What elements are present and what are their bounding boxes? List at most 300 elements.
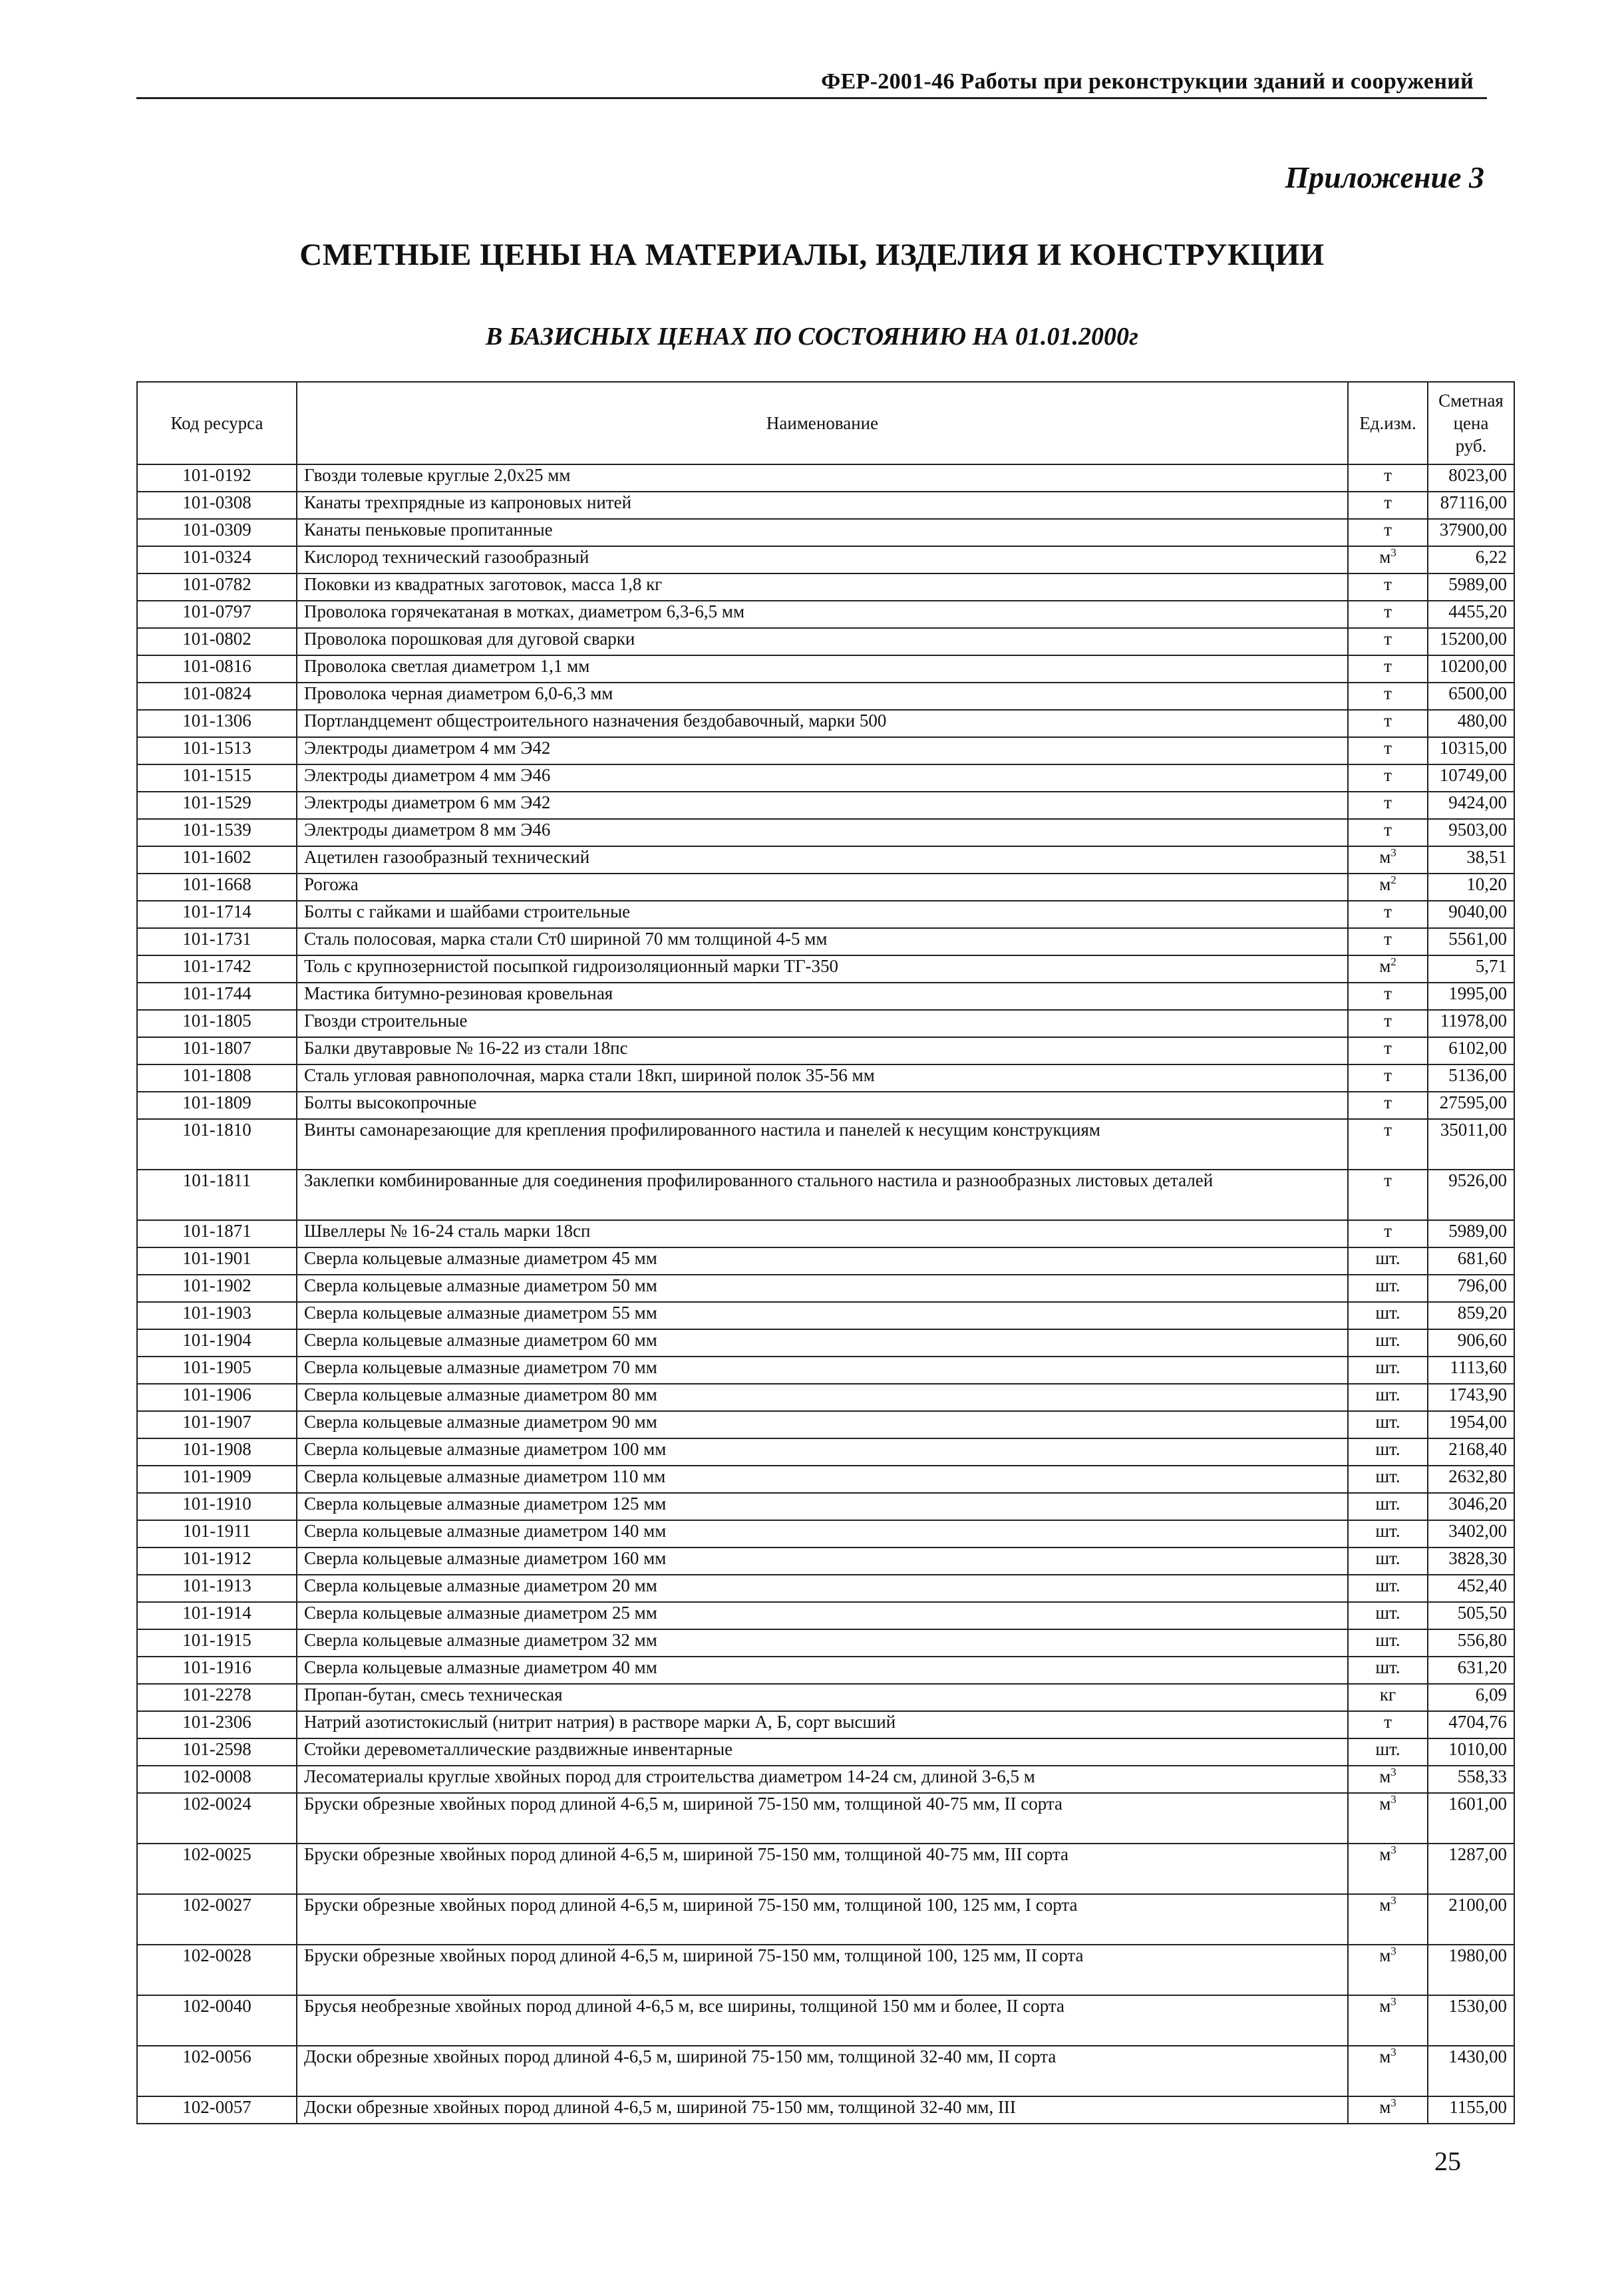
resource-name-cell: Пропан-бутан, смесь техническая <box>297 1684 1348 1711</box>
unit-text: т <box>1384 1221 1392 1241</box>
unit-text: шт. <box>1375 1330 1400 1350</box>
unit-text: т <box>1384 901 1392 921</box>
unit-text: кг <box>1379 1685 1396 1704</box>
unit-text: т <box>1384 792 1392 812</box>
unit-exponent: 3 <box>1390 1844 1396 1856</box>
unit-cell <box>1348 1629 1428 1657</box>
price-table <box>136 381 1515 2124</box>
resource-name-cell: Гвозди строительные <box>297 1010 1348 1037</box>
table-row <box>137 492 1514 519</box>
price-cell: 5989,00 <box>1428 573 1514 601</box>
resource-code-cell: 101-1744 <box>137 983 297 1010</box>
unit-exponent: 3 <box>1390 1793 1396 1806</box>
unit-cell <box>1348 819 1428 846</box>
price-cell: 6102,00 <box>1428 1037 1514 1064</box>
unit-exponent: 3 <box>1390 1995 1396 2008</box>
resource-code-cell: 101-1906 <box>137 1384 297 1411</box>
price-cell: 2168,40 <box>1428 1438 1514 1466</box>
price-cell: 38,51 <box>1428 846 1514 874</box>
table-row <box>137 928 1514 955</box>
price-cell: 9503,00 <box>1428 819 1514 846</box>
unit-text: шт. <box>1375 1357 1400 1377</box>
unit-cell <box>1348 1844 1428 1894</box>
unit-cell <box>1348 492 1428 519</box>
table-row <box>137 1247 1514 1275</box>
unit-text: т <box>1384 574 1392 594</box>
table-row <box>137 1466 1514 1493</box>
unit-cell <box>1348 1275 1428 1302</box>
unit-cell <box>1348 2046 1428 2096</box>
resource-name-cell: Сверла кольцевые алмазные диаметром 25 мм <box>297 1602 1348 1629</box>
column-header-price <box>1428 382 1514 464</box>
resource-code-cell: 101-1904 <box>137 1329 297 1357</box>
table-row <box>137 1411 1514 1438</box>
table-row <box>137 1275 1514 1302</box>
price-cell: 27595,00 <box>1428 1092 1514 1119</box>
table-row <box>137 601 1514 628</box>
unit-exponent: 3 <box>1390 1945 1396 1957</box>
resource-code-cell: 101-0802 <box>137 628 297 655</box>
price-cell: 35011,00 <box>1428 1119 1514 1170</box>
unit-text: т <box>1384 929 1392 949</box>
resource-code-cell: 101-2306 <box>137 1711 297 1738</box>
unit-cell <box>1348 2096 1428 2124</box>
price-cell: 1155,00 <box>1428 2096 1514 2124</box>
price-cell: 15200,00 <box>1428 628 1514 655</box>
unit-text: шт. <box>1375 1439 1400 1459</box>
resource-code-cell: 101-1907 <box>137 1411 297 1438</box>
resource-code-cell: 101-1602 <box>137 846 297 874</box>
unit-cell <box>1348 1357 1428 1384</box>
appendix-label: Приложение 3 <box>1285 160 1484 194</box>
column-header-code: Код ресурса <box>137 382 297 464</box>
unit-text: м <box>1379 1766 1391 1786</box>
unit-text: шт. <box>1375 1275 1400 1295</box>
unit-text: т <box>1384 1170 1392 1190</box>
table-row <box>137 2046 1514 2096</box>
resource-code-cell: 101-1306 <box>137 710 297 737</box>
resource-code-cell: 101-1908 <box>137 1438 297 1466</box>
unit-cell <box>1348 546 1428 573</box>
unit-text: м <box>1379 547 1391 567</box>
unit-cell <box>1348 1602 1428 1629</box>
table-row <box>137 1995 1514 2046</box>
resource-name-cell: Сверла кольцевые алмазные диаметром 60 мм <box>297 1329 1348 1357</box>
resource-code-cell: 101-1871 <box>137 1220 297 1247</box>
page-number: 25 <box>1434 2146 1461 2176</box>
column-header-name: Наименование <box>297 382 1348 464</box>
unit-cell <box>1348 519 1428 546</box>
unit-cell <box>1348 955 1428 983</box>
unit-text: м <box>1379 1996 1391 2016</box>
resource-code-cell: 101-1539 <box>137 819 297 846</box>
unit-text: м <box>1379 1794 1391 1814</box>
unit-text: т <box>1384 683 1392 703</box>
unit-cell <box>1348 1037 1428 1064</box>
table-row <box>137 1119 1514 1170</box>
column-header-unit: Ед.изм. <box>1348 382 1428 464</box>
unit-cell <box>1348 1220 1428 1247</box>
resource-code-cell: 101-1912 <box>137 1547 297 1575</box>
resource-name-cell: Доски обрезные хвойных пород длиной 4-6,5 м, шириной 75-150 мм, толщиной 32-40 мм, II сорта <box>297 2046 1348 2096</box>
resource-code-cell: 101-1807 <box>137 1037 297 1064</box>
unit-cell <box>1348 464 1428 492</box>
table-row <box>137 1092 1514 1119</box>
unit-text: м <box>1379 1895 1391 1915</box>
table-row <box>137 1793 1514 1844</box>
price-cell: 87116,00 <box>1428 492 1514 519</box>
resource-code-cell: 101-1915 <box>137 1629 297 1657</box>
resource-name-cell: Электроды диаметром 4 мм Э42 <box>297 737 1348 764</box>
resource-name-cell: Сверла кольцевые алмазные диаметром 110 мм <box>297 1466 1348 1493</box>
price-cell: 452,40 <box>1428 1575 1514 1602</box>
unit-text: т <box>1384 765 1392 785</box>
unit-text: т <box>1384 1065 1392 1085</box>
resource-name-cell: Натрий азотистокислый (нитрит натрия) в растворе марки А, Б, сорт высший <box>297 1711 1348 1738</box>
resource-code-cell: 101-1809 <box>137 1092 297 1119</box>
resource-name-cell: Сверла кольцевые алмазные диаметром 50 мм <box>297 1275 1348 1302</box>
table-row <box>137 573 1514 601</box>
unit-cell <box>1348 573 1428 601</box>
price-cell: 1287,00 <box>1428 1844 1514 1894</box>
table-row <box>137 1010 1514 1037</box>
unit-text: т <box>1384 711 1392 730</box>
resource-name-cell: Сверла кольцевые алмазные диаметром 70 мм <box>297 1357 1348 1384</box>
resource-code-cell: 101-1916 <box>137 1657 297 1684</box>
price-cell: 10749,00 <box>1428 764 1514 792</box>
unit-cell <box>1348 1493 1428 1520</box>
resource-name-cell: Заклепки комбинированные для соединения профилированного стального настила и разнообразных листовых деталей <box>297 1170 1348 1220</box>
unit-cell <box>1348 655 1428 683</box>
resource-code-cell: 102-0025 <box>137 1844 297 1894</box>
unit-cell <box>1348 1520 1428 1547</box>
column-header-price-line3: руб. <box>1455 436 1487 456</box>
unit-text: шт. <box>1375 1384 1400 1404</box>
price-cell: 796,00 <box>1428 1275 1514 1302</box>
resource-code-cell: 101-1515 <box>137 764 297 792</box>
unit-cell <box>1348 1329 1428 1357</box>
price-cell: 2632,80 <box>1428 1466 1514 1493</box>
resource-name-cell: Сверла кольцевые алмазные диаметром 140 мм <box>297 1520 1348 1547</box>
unit-exponent: 3 <box>1390 2096 1396 2109</box>
resource-name-cell: Сверла кольцевые алмазные диаметром 55 мм <box>297 1302 1348 1329</box>
unit-exponent: 2 <box>1390 955 1396 968</box>
price-cell: 1010,00 <box>1428 1738 1514 1766</box>
table-row <box>137 1170 1514 1220</box>
resource-name-cell: Электроды диаметром 4 мм Э46 <box>297 764 1348 792</box>
unit-text: м <box>1379 1945 1391 1965</box>
price-cell: 5136,00 <box>1428 1064 1514 1092</box>
resource-code-cell: 101-1913 <box>137 1575 297 1602</box>
unit-cell <box>1348 737 1428 764</box>
price-cell: 8023,00 <box>1428 464 1514 492</box>
table-row <box>137 874 1514 901</box>
unit-text: шт. <box>1375 1630 1400 1650</box>
table-row <box>137 1493 1514 1520</box>
resource-code-cell: 101-2278 <box>137 1684 297 1711</box>
table-row <box>137 1629 1514 1657</box>
unit-text: м <box>1379 874 1391 894</box>
table-row <box>137 464 1514 492</box>
unit-text: шт. <box>1375 1248 1400 1268</box>
resource-name-cell: Бруски обрезные хвойных пород длиной 4-6,5 м, шириной 75-150 мм, толщиной 40-75 мм, III сорта <box>297 1844 1348 1894</box>
resource-code-cell: 101-1714 <box>137 901 297 928</box>
resource-name-cell: Проволока черная диаметром 6,0-6,3 мм <box>297 683 1348 710</box>
unit-text: т <box>1384 520 1392 540</box>
resource-name-cell: Сверла кольцевые алмазные диаметром 100 мм <box>297 1438 1348 1466</box>
resource-code-cell: 101-0309 <box>137 519 297 546</box>
unit-cell <box>1348 601 1428 628</box>
price-cell: 5,71 <box>1428 955 1514 983</box>
resource-code-cell: 102-0040 <box>137 1995 297 2046</box>
unit-text: шт. <box>1375 1575 1400 1595</box>
resource-name-cell: Сверла кольцевые алмазные диаметром 32 мм <box>297 1629 1348 1657</box>
resource-name-cell: Рогожа <box>297 874 1348 901</box>
table-row <box>137 1657 1514 1684</box>
resource-name-cell: Сверла кольцевые алмазные диаметром 45 мм <box>297 1247 1348 1275</box>
table-row <box>137 1738 1514 1766</box>
resource-name-cell: Электроды диаметром 8 мм Э46 <box>297 819 1348 846</box>
unit-cell <box>1348 1575 1428 1602</box>
resource-code-cell: 101-1901 <box>137 1247 297 1275</box>
resource-code-cell: 101-1808 <box>137 1064 297 1092</box>
price-cell: 1980,00 <box>1428 1945 1514 1995</box>
resource-name-cell: Балки двутавровые № 16-22 из стали 18пс <box>297 1037 1348 1064</box>
unit-cell <box>1348 1119 1428 1170</box>
table-row <box>137 710 1514 737</box>
unit-text: шт. <box>1375 1303 1400 1323</box>
resource-code-cell: 102-0008 <box>137 1766 297 1793</box>
unit-cell <box>1348 1547 1428 1575</box>
unit-cell <box>1348 1302 1428 1329</box>
resource-name-cell: Сталь полосовая, марка стали Ст0 шириной 70 мм толщиной 4-5 мм <box>297 928 1348 955</box>
table-row <box>137 1945 1514 1995</box>
table-row <box>137 1894 1514 1945</box>
unit-cell <box>1348 874 1428 901</box>
resource-code-cell: 101-0782 <box>137 573 297 601</box>
table-row <box>137 1711 1514 1738</box>
price-cell: 10315,00 <box>1428 737 1514 764</box>
unit-text: м <box>1379 2046 1391 2066</box>
unit-text: т <box>1384 820 1392 840</box>
resource-code-cell: 101-0816 <box>137 655 297 683</box>
unit-text: т <box>1384 1120 1392 1140</box>
unit-exponent: 3 <box>1390 546 1396 559</box>
unit-cell <box>1348 764 1428 792</box>
unit-cell <box>1348 1411 1428 1438</box>
table-row <box>137 628 1514 655</box>
resource-code-cell: 101-1731 <box>137 928 297 955</box>
price-cell: 5561,00 <box>1428 928 1514 955</box>
price-cell: 558,33 <box>1428 1766 1514 1793</box>
table-body <box>137 464 1514 2124</box>
unit-cell <box>1348 846 1428 874</box>
unit-cell <box>1348 1092 1428 1119</box>
resource-code-cell: 101-1902 <box>137 1275 297 1302</box>
price-cell: 631,20 <box>1428 1657 1514 1684</box>
price-cell: 2100,00 <box>1428 1894 1514 1945</box>
column-header-price-line2: цена <box>1453 413 1489 433</box>
unit-text: т <box>1384 1712 1392 1732</box>
table-row <box>137 792 1514 819</box>
resource-name-cell: Сверла кольцевые алмазные диаметром 80 мм <box>297 1384 1348 1411</box>
price-cell: 906,60 <box>1428 1329 1514 1357</box>
resource-name-cell: Канаты трехпрядные из капроновых нитей <box>297 492 1348 519</box>
table-row <box>137 1520 1514 1547</box>
unit-cell <box>1348 928 1428 955</box>
resource-name-cell: Сверла кольцевые алмазные диаметром 160 мм <box>297 1547 1348 1575</box>
table-header-row <box>137 382 1514 464</box>
unit-text: м <box>1379 2097 1391 2117</box>
table-row <box>137 983 1514 1010</box>
resource-name-cell: Брусья необрезные хвойных пород длиной 4-6,5 м, все ширины, толщиной 150 мм и более, II сорта <box>297 1995 1348 2046</box>
resource-code-cell: 101-0308 <box>137 492 297 519</box>
price-cell: 6500,00 <box>1428 683 1514 710</box>
resource-name-cell: Портландцемент общестроительного назначения бездобавочный, марки 500 <box>297 710 1348 737</box>
unit-text: т <box>1384 465 1392 485</box>
price-cell: 6,22 <box>1428 546 1514 573</box>
resource-code-cell: 101-1805 <box>137 1010 297 1037</box>
price-cell: 4704,76 <box>1428 1711 1514 1738</box>
resource-code-cell: 102-0027 <box>137 1894 297 1945</box>
resource-code-cell: 101-1668 <box>137 874 297 901</box>
table-row <box>137 764 1514 792</box>
unit-cell <box>1348 1384 1428 1411</box>
unit-cell <box>1348 1657 1428 1684</box>
unit-text: т <box>1384 492 1392 512</box>
resource-code-cell: 101-0824 <box>137 683 297 710</box>
price-cell: 1995,00 <box>1428 983 1514 1010</box>
unit-text: т <box>1384 629 1392 649</box>
resource-code-cell: 101-1911 <box>137 1520 297 1547</box>
price-cell: 681,60 <box>1428 1247 1514 1275</box>
page-title: СМЕТНЫЕ ЦЕНЫ НА МАТЕРИАЛЫ, ИЗДЕЛИЯ И КОНСТРУКЦИИ <box>299 238 1325 272</box>
unit-cell <box>1348 1064 1428 1092</box>
resource-name-cell: Стойки деревометаллические раздвижные инвентарные <box>297 1738 1348 1766</box>
price-cell: 556,80 <box>1428 1629 1514 1657</box>
table-row <box>137 546 1514 573</box>
resource-name-cell: Кислород технический газообразный <box>297 546 1348 573</box>
unit-text: шт. <box>1375 1657 1400 1677</box>
price-cell: 37900,00 <box>1428 519 1514 546</box>
table-row <box>137 683 1514 710</box>
resource-code-cell: 102-0057 <box>137 2096 297 2124</box>
resource-code-cell: 101-1903 <box>137 1302 297 1329</box>
resource-code-cell: 101-1811 <box>137 1170 297 1220</box>
page-subtitle: В БАЗИСНЫХ ЦЕНАХ ПО СОСТОЯНИЮ НА 01.01.2000г <box>485 323 1139 351</box>
table-row <box>137 1844 1514 1894</box>
resource-code-cell: 101-1914 <box>137 1602 297 1629</box>
unit-text: шт. <box>1375 1548 1400 1568</box>
price-cell: 1113,60 <box>1428 1357 1514 1384</box>
table-row <box>137 846 1514 874</box>
table-row <box>137 1766 1514 1793</box>
table-row <box>137 655 1514 683</box>
price-cell: 3046,20 <box>1428 1493 1514 1520</box>
resource-code-cell: 101-1529 <box>137 792 297 819</box>
resource-code-cell: 101-1742 <box>137 955 297 983</box>
price-cell: 3402,00 <box>1428 1520 1514 1547</box>
table-row <box>137 737 1514 764</box>
resource-code-cell: 102-0028 <box>137 1945 297 1995</box>
unit-text: т <box>1384 1092 1392 1112</box>
unit-text: шт. <box>1375 1412 1400 1432</box>
unit-text: т <box>1384 656 1392 676</box>
resource-name-cell: Сверла кольцевые алмазные диаметром 90 мм <box>297 1411 1348 1438</box>
unit-cell <box>1348 683 1428 710</box>
running-title: ФЕР-2001-46 Работы при реконструкции зданий и сооружений <box>821 69 1474 94</box>
resource-name-cell: Бруски обрезные хвойных пород длиной 4-6,5 м, шириной 75-150 мм, толщиной 100, 125 мм, II сорта <box>297 1945 1348 1995</box>
unit-cell <box>1348 1170 1428 1220</box>
unit-text: шт. <box>1375 1521 1400 1541</box>
resource-name-cell: Болты с гайками и шайбами строительные <box>297 901 1348 928</box>
price-cell: 480,00 <box>1428 710 1514 737</box>
resource-name-cell: Сталь угловая равнополочная, марка стали 18кп, шириной полок 35-56 мм <box>297 1064 1348 1092</box>
resource-name-cell: Сверла кольцевые алмазные диаметром 40 мм <box>297 1657 1348 1684</box>
resource-code-cell: 102-0056 <box>137 2046 297 2096</box>
unit-text: т <box>1384 1011 1392 1031</box>
table-row <box>137 1602 1514 1629</box>
unit-cell <box>1348 1766 1428 1793</box>
unit-cell <box>1348 901 1428 928</box>
price-cell: 1430,00 <box>1428 2046 1514 2096</box>
unit-cell <box>1348 1010 1428 1037</box>
price-cell: 9526,00 <box>1428 1170 1514 1220</box>
resource-name-cell: Проволока горячекатаная в мотках, диаметром 6,3-6,5 мм <box>297 601 1348 628</box>
price-cell: 9040,00 <box>1428 901 1514 928</box>
resource-name-cell: Ацетилен газообразный технический <box>297 846 1348 874</box>
price-cell: 505,50 <box>1428 1602 1514 1629</box>
resource-code-cell: 102-0024 <box>137 1793 297 1844</box>
price-cell: 1954,00 <box>1428 1411 1514 1438</box>
resource-name-cell: Винты самонарезающие для крепления профилированного настила и панелей к несущим конструкциям <box>297 1119 1348 1170</box>
table-row <box>137 955 1514 983</box>
price-cell: 10200,00 <box>1428 655 1514 683</box>
price-cell: 10,20 <box>1428 874 1514 901</box>
table-row <box>137 1547 1514 1575</box>
unit-text: шт. <box>1375 1739 1400 1759</box>
unit-text: шт. <box>1375 1466 1400 1486</box>
resource-code-cell: 101-1905 <box>137 1357 297 1384</box>
price-cell: 859,20 <box>1428 1302 1514 1329</box>
unit-text: м <box>1379 847 1391 867</box>
unit-cell <box>1348 1894 1428 1945</box>
resource-name-cell: Гвозди толевые круглые 2,0х25 мм <box>297 464 1348 492</box>
unit-cell <box>1348 1466 1428 1493</box>
unit-cell <box>1348 1438 1428 1466</box>
unit-text: шт. <box>1375 1603 1400 1623</box>
table-row <box>137 1064 1514 1092</box>
unit-text: т <box>1384 601 1392 621</box>
unit-cell <box>1348 983 1428 1010</box>
table-row <box>137 901 1514 928</box>
unit-cell <box>1348 1995 1428 2046</box>
table-row <box>137 819 1514 846</box>
resource-code-cell: 101-0324 <box>137 546 297 573</box>
unit-cell <box>1348 792 1428 819</box>
resource-code-cell: 101-0192 <box>137 464 297 492</box>
unit-cell <box>1348 1684 1428 1711</box>
resource-name-cell: Поковки из квадратных заготовок, масса 1,8 кг <box>297 573 1348 601</box>
unit-cell <box>1348 628 1428 655</box>
price-cell: 1601,00 <box>1428 1793 1514 1844</box>
resource-code-cell: 101-1909 <box>137 1466 297 1493</box>
resource-name-cell: Сверла кольцевые алмазные диаметром 125 мм <box>297 1493 1348 1520</box>
table-row <box>137 1438 1514 1466</box>
price-cell: 1530,00 <box>1428 1995 1514 2046</box>
resource-name-cell: Бруски обрезные хвойных пород длиной 4-6,5 м, шириной 75-150 мм, толщиной 100, 125 мм, I сорта <box>297 1894 1348 1945</box>
resource-name-cell: Болты высокопрочные <box>297 1092 1348 1119</box>
